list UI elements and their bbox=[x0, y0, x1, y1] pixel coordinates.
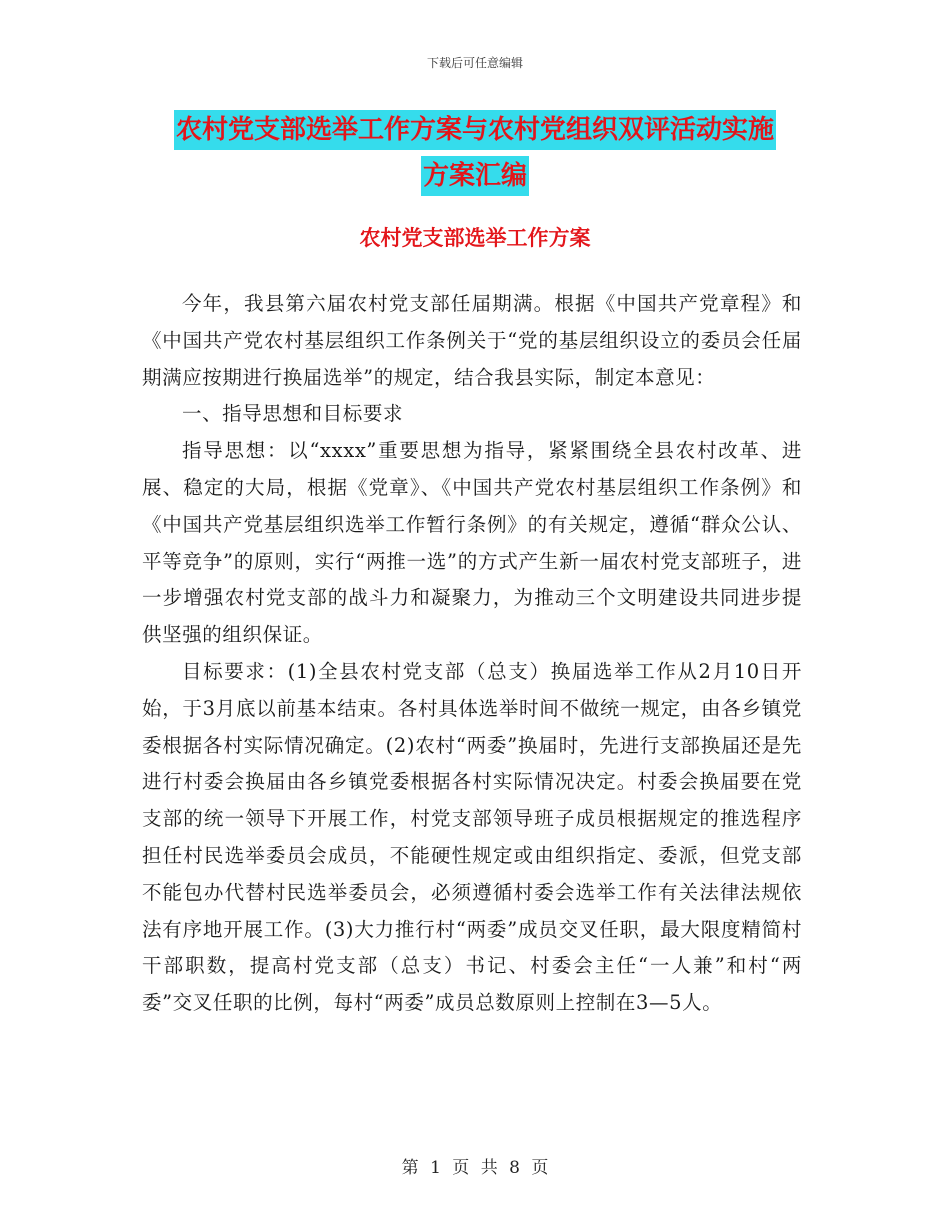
page-header-note: 下载后可任意编辑 bbox=[426, 56, 523, 70]
title-line-1: 农村党支部选举工作方案与农村党组织双评活动实施 bbox=[174, 110, 776, 150]
paragraph-heading-1: 一、指导思想和目标要求 bbox=[181, 402, 404, 426]
page-footer: 第 1 页 共 8 页 bbox=[401, 1158, 549, 1178]
section-title: 农村党支部选举工作方案 bbox=[359, 226, 591, 250]
paragraph-goals: 目标要求：(1)全县农村党支部（总支）换届选举工作从2月10日开始，于3月底以前基本结束。各村具体选举时间不做统一规定，由各乡镇党委根据各村实际情况确定。(2)农村“两委”换届时，先进行支部换届还是先进行村委会换届由各乡镇党委根据各村实际情况决定。村委会换届要在党支部的统一领导下开展工作，村党支部领导班子成员根据规定的推选程序担任村民选举委员会成员，不能硬性规定或由组织指定、委派，但党支部不能包办代替村民选举委员会，必须遵循村委会选举工作有关法律法规依法有序地开展工作。(3)大力推行村“两委”成员交叉任职，最大限度精简村干部职数，提高村党支部（总支）书记、村委会主任“一人兼”和村“两委”交叉任职的比例，每村“两委”成员总数原则上控制在3—5人。 bbox=[142, 659, 802, 1015]
document-title bbox=[0, 110, 950, 196]
document-body bbox=[142, 286, 802, 1022]
paragraph-intro: 今年，我县第六届农村党支部任届期满。根据《中国共产党章程》和《中国共产党农村基层组织工作条例关于“党的基层组织设立的委员会任届期满应按期进行换届选举”的规定，结合我县实际，制定本意见： bbox=[142, 292, 802, 389]
title-line-2: 方案汇编 bbox=[421, 156, 529, 196]
paragraph-guiding-thought: 指导思想：以“xxxx”重要思想为指导，紧紧围绕全县农村改革、进展、稳定的大局，根据《党章》、《中国共产党农村基层组织工作条例》和《中国共产党基层组织选举工作暂行条例》的有关规定，遵循“群众公认、平等竞争”的原则，实行“两推一选”的方式产生新一届农村党支部班子，进一步增强农村党支部的战斗力和凝聚力，为推动三个文明建设共同进步提供坚强的组织保证。 bbox=[142, 439, 802, 647]
